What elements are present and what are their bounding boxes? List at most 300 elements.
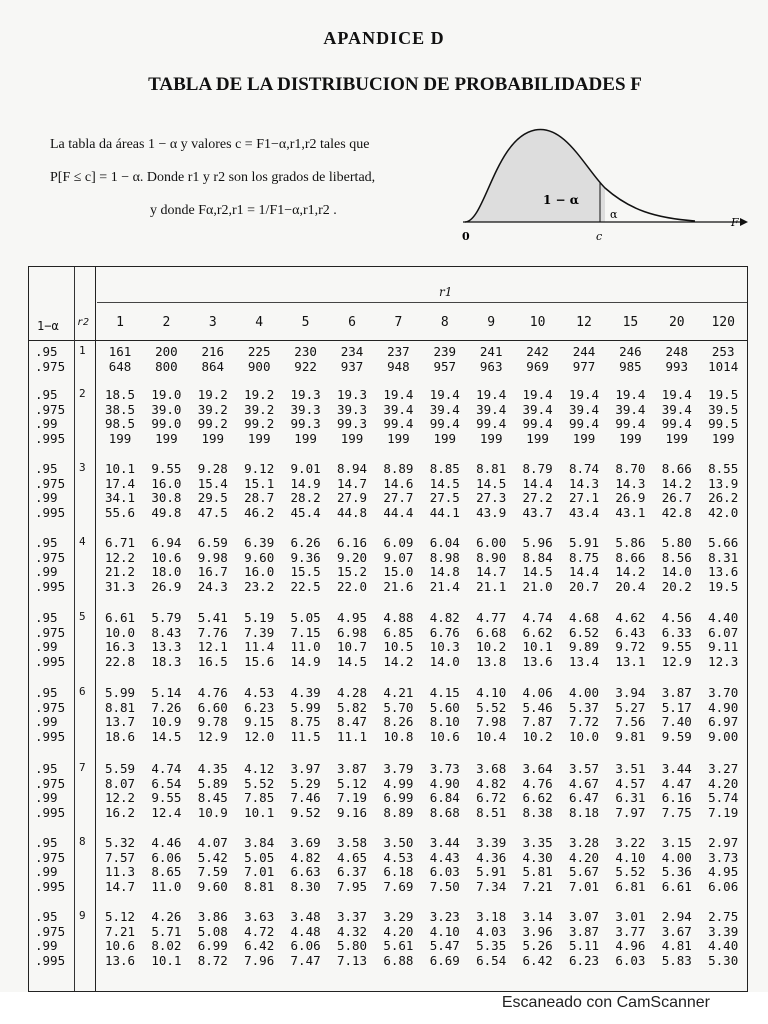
value-cell: 4.20 <box>568 849 600 865</box>
value-cell: 6.39 <box>244 535 275 550</box>
table-row <box>29 700 747 715</box>
value-cell: 14.5 <box>476 475 507 491</box>
alpha-cell: .95 <box>35 387 58 402</box>
value-cell: 12.2 <box>104 790 136 805</box>
value-cell: 3.18 <box>476 909 507 924</box>
value-cell: 7.46 <box>290 790 321 805</box>
value-cell: 9.52 <box>290 804 321 820</box>
table-row <box>29 790 747 805</box>
value-cell: 9.98 <box>197 549 228 565</box>
value-cell: 8.38 <box>522 804 553 820</box>
value-cell: 15.2 <box>336 564 368 579</box>
value-cell: 6.47 <box>568 790 600 805</box>
value-cell: 14.2 <box>661 475 692 491</box>
alpha-cell: .975 <box>35 699 66 715</box>
value-cell: 4.81 <box>661 938 692 953</box>
value-cell: 3.57 <box>568 761 600 776</box>
value-cell: 3.69 <box>290 835 321 850</box>
value-cell: 5.52 <box>615 864 646 879</box>
alpha-label: α <box>610 208 618 221</box>
value-cell: 3.64 <box>522 761 553 776</box>
table-row <box>29 579 747 594</box>
value-cell: 10.1 <box>151 952 182 968</box>
r2-cell: 6 <box>79 685 86 698</box>
value-cell: 5.80 <box>336 938 368 953</box>
value-cell: 18.3 <box>151 653 182 669</box>
alpha-cell: .95 <box>35 461 58 476</box>
table-row <box>29 535 747 550</box>
value-cell: 200 <box>155 344 178 359</box>
value-cell: 8.10 <box>429 714 460 729</box>
value-cell: 9.60 <box>197 878 228 894</box>
value-cell: 7.19 <box>708 804 739 820</box>
value-cell: 8.51 <box>476 804 507 820</box>
value-cell: 244 <box>572 344 596 359</box>
value-cell: 10.1 <box>244 804 275 820</box>
value-cell: 99.4 <box>615 416 646 431</box>
value-cell: 7.72 <box>568 714 600 729</box>
value-cell: 5.66 <box>708 535 739 550</box>
value-cell: 9.55 <box>151 461 182 476</box>
value-cell: 14.9 <box>290 653 321 669</box>
value-cell: 49.8 <box>151 504 182 520</box>
table-row <box>29 431 747 446</box>
table-row <box>29 416 747 431</box>
value-cell: 9.28 <box>197 461 228 476</box>
alpha-cell: .975 <box>35 923 66 939</box>
value-cell: 6.04 <box>429 535 460 550</box>
table-row <box>29 850 747 865</box>
value-cell: 39.3 <box>290 401 321 417</box>
value-cell: 3.51 <box>615 761 646 776</box>
value-cell: 14.9 <box>290 475 321 491</box>
value-cell: 8.70 <box>615 461 646 476</box>
r2-cell: 5 <box>79 610 86 623</box>
intro-text <box>50 128 450 227</box>
value-cell: 5.12 <box>104 909 136 924</box>
value-cell: 199 <box>201 430 225 446</box>
value-cell: 9.36 <box>290 549 321 565</box>
value-cell: 2.75 <box>708 909 739 924</box>
value-cell: 6.98 <box>336 624 368 640</box>
value-cell: 5.96 <box>522 535 553 550</box>
value-cell: 6.06 <box>290 938 321 953</box>
value-cell: 985 <box>619 358 642 374</box>
origin-label: 0 <box>462 230 470 243</box>
value-cell: 10.2 <box>476 639 507 654</box>
value-cell: 6.69 <box>429 952 460 968</box>
value-cell: 5.99 <box>290 699 321 715</box>
value-cell: 199 <box>108 430 132 446</box>
value-cell: 12.3 <box>708 653 739 669</box>
value-cell: 99.4 <box>383 416 414 431</box>
value-cell: 46.2 <box>244 504 275 520</box>
value-cell: 4.88 <box>383 610 414 625</box>
value-cell: 4.10 <box>615 849 646 865</box>
alpha-cell: .995 <box>35 578 66 594</box>
value-cell: 6.71 <box>104 535 136 550</box>
value-cell: 5.47 <box>429 938 460 953</box>
value-cell: 9.72 <box>615 639 646 654</box>
value-cell: 4.40 <box>708 938 739 953</box>
value-cell: 6.18 <box>383 864 414 879</box>
value-cell: 6.23 <box>244 699 275 715</box>
value-cell: 20.4 <box>615 578 646 594</box>
value-cell: 6.37 <box>336 864 368 879</box>
value-cell: 6.94 <box>151 535 182 550</box>
value-cell: 4.74 <box>151 761 182 776</box>
table-row <box>29 879 747 894</box>
value-cell: 3.28 <box>568 835 600 850</box>
value-cell: 10.9 <box>197 804 228 820</box>
value-cell: 6.07 <box>708 624 739 640</box>
value-cell: 5.83 <box>661 952 692 968</box>
value-cell: 10.4 <box>476 728 507 744</box>
value-cell: 5.70 <box>383 699 414 715</box>
value-cell: 11.1 <box>336 728 368 744</box>
value-cell: 4.95 <box>336 610 368 625</box>
value-cell: 14.5 <box>336 653 368 669</box>
value-cell: 161 <box>108 344 132 359</box>
intro-line-2: P[F ≤ c] = 1 − α. Donde r1 y r2 son los grados de libertad, <box>50 170 376 185</box>
value-cell: 3.23 <box>429 909 460 924</box>
value-cell: 11.3 <box>104 864 136 879</box>
value-cell: 800 <box>155 358 178 374</box>
alpha-cell: .95 <box>35 535 58 550</box>
r2-cell: 4 <box>79 535 86 548</box>
value-cell: 963 <box>479 358 503 374</box>
value-cell: 6.23 <box>568 952 600 968</box>
value-cell: 28.7 <box>244 490 275 505</box>
value-cell: 5.41 <box>197 610 228 625</box>
value-cell: 39.4 <box>615 401 646 417</box>
value-cell: 4.00 <box>661 849 692 865</box>
value-cell: 19.3 <box>336 387 368 402</box>
value-cell: 4.74 <box>522 610 553 625</box>
value-cell: 6.88 <box>383 952 414 968</box>
value-cell: 4.68 <box>568 610 600 625</box>
value-cell: 19.0 <box>151 387 182 402</box>
value-cell: 7.75 <box>661 804 692 820</box>
table-row <box>29 761 747 776</box>
value-cell: 4.07 <box>197 835 228 850</box>
value-cell: 6.42 <box>244 938 275 953</box>
alpha-cell: .95 <box>35 909 58 924</box>
value-cell: 99.3 <box>336 416 368 431</box>
value-cell: 8.98 <box>429 549 460 565</box>
value-cell: 5.17 <box>661 699 692 715</box>
table-block <box>29 835 747 893</box>
value-cell: 5.27 <box>615 699 646 715</box>
alpha-cell: .995 <box>35 878 66 894</box>
value-cell: 948 <box>387 358 410 374</box>
value-cell: 5.91 <box>476 864 507 879</box>
value-cell: 8.90 <box>476 549 507 565</box>
value-cell: 45.4 <box>290 504 321 520</box>
value-cell: 3.70 <box>708 685 739 700</box>
alpha-cell: .975 <box>35 775 66 791</box>
value-cell: 4.12 <box>244 761 275 776</box>
value-cell: 6.99 <box>197 938 228 953</box>
value-cell: 10.1 <box>104 461 136 476</box>
value-cell: 26.7 <box>661 490 692 505</box>
value-cell: 4.57 <box>615 775 646 791</box>
value-cell: 6.03 <box>615 952 646 968</box>
table-row <box>29 387 747 402</box>
value-cell: 6.62 <box>522 790 553 805</box>
table-block <box>29 344 747 373</box>
value-cell: 6.16 <box>661 790 692 805</box>
value-cell: 4.56 <box>661 610 692 625</box>
value-cell: 5.82 <box>336 699 368 715</box>
value-cell: 10.6 <box>104 938 136 953</box>
value-cell: 9.81 <box>615 728 646 744</box>
value-cell: 22.0 <box>336 578 368 594</box>
value-cell: 27.3 <box>476 490 507 505</box>
value-cell: 39.5 <box>708 401 739 417</box>
value-cell: 6.97 <box>708 714 739 729</box>
axis-arrow <box>740 218 748 226</box>
value-cell: 4.48 <box>290 923 321 939</box>
value-cell: 14.7 <box>336 475 368 491</box>
alpha-cell: .975 <box>35 549 66 565</box>
value-cell: 28.2 <box>290 490 321 505</box>
value-cell: 5.74 <box>708 790 739 805</box>
value-cell: 19.4 <box>661 387 692 402</box>
value-cell: 7.69 <box>383 878 414 894</box>
value-cell: 14.3 <box>615 475 646 491</box>
table-row <box>29 805 747 820</box>
alpha-cell: .95 <box>35 761 58 776</box>
value-cell: 2.97 <box>708 835 739 850</box>
value-cell: 7.21 <box>522 878 553 894</box>
value-cell: 199 <box>572 430 596 446</box>
value-cell: 3.07 <box>568 909 600 924</box>
value-cell: 19.4 <box>568 387 600 402</box>
column-header: 1 <box>116 315 124 330</box>
value-cell: 19.4 <box>615 387 646 402</box>
value-cell: 4.95 <box>708 864 739 879</box>
value-cell: 99.4 <box>661 416 692 431</box>
value-cell: 8.89 <box>383 461 414 476</box>
table-row <box>29 953 747 968</box>
value-cell: 7.19 <box>336 790 368 805</box>
value-cell: 234 <box>340 344 364 359</box>
value-cell: 27.2 <box>522 490 553 505</box>
value-cell: 9.55 <box>661 639 692 654</box>
value-cell: 3.35 <box>522 835 553 850</box>
value-cell: 7.01 <box>244 864 275 879</box>
value-cell: 7.39 <box>244 624 275 640</box>
value-cell: 4.32 <box>336 923 368 939</box>
scanner-watermark <box>0 992 768 1024</box>
r2-header: r2 <box>77 317 90 328</box>
value-cell: 7.98 <box>476 714 507 729</box>
value-cell: 13.7 <box>104 714 136 729</box>
value-cell: 5.11 <box>568 938 600 953</box>
value-cell: 8.85 <box>429 461 460 476</box>
value-cell: 3.14 <box>522 909 553 924</box>
table-row <box>29 550 747 565</box>
value-cell: 6.68 <box>476 624 507 640</box>
table-row <box>29 685 747 700</box>
value-cell: 3.39 <box>708 923 739 939</box>
value-cell: 5.99 <box>104 685 136 700</box>
value-cell: 6.33 <box>661 624 692 640</box>
r2-cell: 1 <box>79 344 86 357</box>
value-cell: 43.7 <box>522 504 553 520</box>
value-cell: 4.67 <box>568 775 600 791</box>
value-cell: 14.6 <box>383 475 414 491</box>
value-cell: 4.36 <box>476 849 507 865</box>
value-cell: 39.4 <box>661 401 692 417</box>
value-cell: 39.0 <box>151 401 182 417</box>
value-cell: 4.90 <box>429 775 460 791</box>
value-cell: 7.76 <box>197 624 228 640</box>
value-cell: 8.02 <box>151 938 182 953</box>
value-cell: 3.79 <box>383 761 414 776</box>
value-cell: 4.20 <box>383 923 414 939</box>
value-cell: 4.10 <box>429 923 460 939</box>
value-cell: 98.5 <box>104 416 136 431</box>
value-cell: 39.4 <box>383 401 414 417</box>
value-cell: 14.5 <box>522 564 553 579</box>
alpha-cell: .99 <box>35 938 58 953</box>
value-cell: 241 <box>479 344 503 359</box>
alpha-cell: .975 <box>35 475 66 491</box>
value-cell: 19.5 <box>708 578 739 594</box>
value-cell: 4.47 <box>661 775 692 791</box>
column-header: 6 <box>348 315 356 330</box>
value-cell: 4.46 <box>151 835 182 850</box>
value-cell: 24.3 <box>197 578 228 594</box>
value-cell: 4.99 <box>383 775 414 791</box>
value-cell: 3.50 <box>383 835 414 850</box>
value-cell: 39.3 <box>336 401 368 417</box>
value-cell: 864 <box>201 358 225 374</box>
value-cell: 55.6 <box>104 504 136 520</box>
value-cell: 22.8 <box>104 653 136 669</box>
column-header: 15 <box>622 315 639 330</box>
value-cell: 13.4 <box>568 653 600 669</box>
r2-cell: 7 <box>79 761 86 774</box>
value-cell: 5.91 <box>568 535 600 550</box>
value-cell: 3.87 <box>661 685 692 700</box>
value-cell: 19.4 <box>429 387 460 402</box>
value-cell: 9.00 <box>708 728 739 744</box>
alpha-cell: .995 <box>35 804 66 820</box>
value-cell: 8.72 <box>197 952 228 968</box>
value-cell: 199 <box>711 430 735 446</box>
value-cell: 7.56 <box>615 714 646 729</box>
value-cell: 27.5 <box>429 490 460 505</box>
value-cell: 14.8 <box>429 564 460 579</box>
value-cell: 7.87 <box>522 714 553 729</box>
value-cell: 3.73 <box>429 761 460 776</box>
value-cell: 4.21 <box>383 685 414 700</box>
table-block <box>29 461 747 519</box>
alpha-cell: .95 <box>35 610 58 625</box>
value-cell: 6.31 <box>615 790 646 805</box>
value-cell: 15.5 <box>290 564 321 579</box>
value-cell: 5.05 <box>290 610 321 625</box>
value-cell: 6.85 <box>383 624 414 640</box>
value-cell: 44.8 <box>336 504 368 520</box>
value-cell: 10.2 <box>522 728 553 744</box>
table-block <box>29 610 747 668</box>
table-row <box>29 344 747 359</box>
value-cell: 4.65 <box>336 849 368 865</box>
value-cell: 7.57 <box>104 849 136 865</box>
alpha-cell: .95 <box>35 685 58 700</box>
alpha-cell: .99 <box>35 639 58 654</box>
column-header: 12 <box>576 315 592 330</box>
value-cell: 648 <box>108 358 132 374</box>
value-cell: 6.09 <box>383 535 414 550</box>
table-row <box>29 625 747 640</box>
value-cell: 3.15 <box>661 835 692 850</box>
header-bottom-rule <box>29 340 747 341</box>
value-cell: 39.4 <box>522 401 553 417</box>
value-cell: 3.22 <box>615 835 646 850</box>
value-cell: 6.00 <box>476 535 507 550</box>
value-cell: 8.75 <box>568 549 600 565</box>
value-cell: 5.81 <box>522 864 553 879</box>
value-cell: 199 <box>247 430 271 446</box>
value-cell: 3.86 <box>197 909 228 924</box>
value-cell: 5.80 <box>661 535 692 550</box>
value-cell: 12.9 <box>197 728 228 744</box>
alpha-cell: .99 <box>35 714 58 729</box>
value-cell: 99.4 <box>476 416 507 431</box>
value-cell: 7.21 <box>104 923 136 939</box>
value-cell: 10.1 <box>522 639 553 654</box>
column-header: 10 <box>529 315 546 330</box>
value-cell: 99.0 <box>151 416 182 431</box>
value-cell: 4.90 <box>708 699 739 715</box>
table-row <box>29 490 747 505</box>
value-cell: 10.0 <box>568 728 600 744</box>
alpha-cell: .975 <box>35 358 66 374</box>
value-cell: 6.84 <box>429 790 460 805</box>
header-divider <box>97 302 747 303</box>
value-cell: 6.62 <box>522 624 553 640</box>
table-row <box>29 610 747 625</box>
value-cell: 9.59 <box>661 728 692 744</box>
table-row <box>29 402 747 417</box>
value-cell: 3.29 <box>383 909 414 924</box>
value-cell: 7.85 <box>244 790 275 805</box>
value-cell: 9.78 <box>197 714 228 729</box>
value-cell: 12.1 <box>197 639 228 654</box>
alpha-cell: .99 <box>35 564 58 579</box>
value-cell: 21.2 <box>104 564 136 579</box>
value-cell: 216 <box>201 344 225 359</box>
value-cell: 7.34 <box>476 878 507 894</box>
value-cell: 10.9 <box>151 714 182 729</box>
table-row <box>29 476 747 491</box>
value-cell: 9.07 <box>383 549 414 565</box>
value-cell: 6.03 <box>429 864 460 879</box>
value-cell: 9.16 <box>336 804 368 820</box>
value-cell: 30.8 <box>151 490 182 505</box>
value-cell: 9.15 <box>244 714 275 729</box>
column-header: 3 <box>208 315 217 330</box>
value-cell: 3.68 <box>476 761 507 776</box>
value-cell: 17.4 <box>104 475 136 491</box>
alpha-cell: .995 <box>35 653 66 669</box>
value-cell: 13.9 <box>708 475 739 491</box>
